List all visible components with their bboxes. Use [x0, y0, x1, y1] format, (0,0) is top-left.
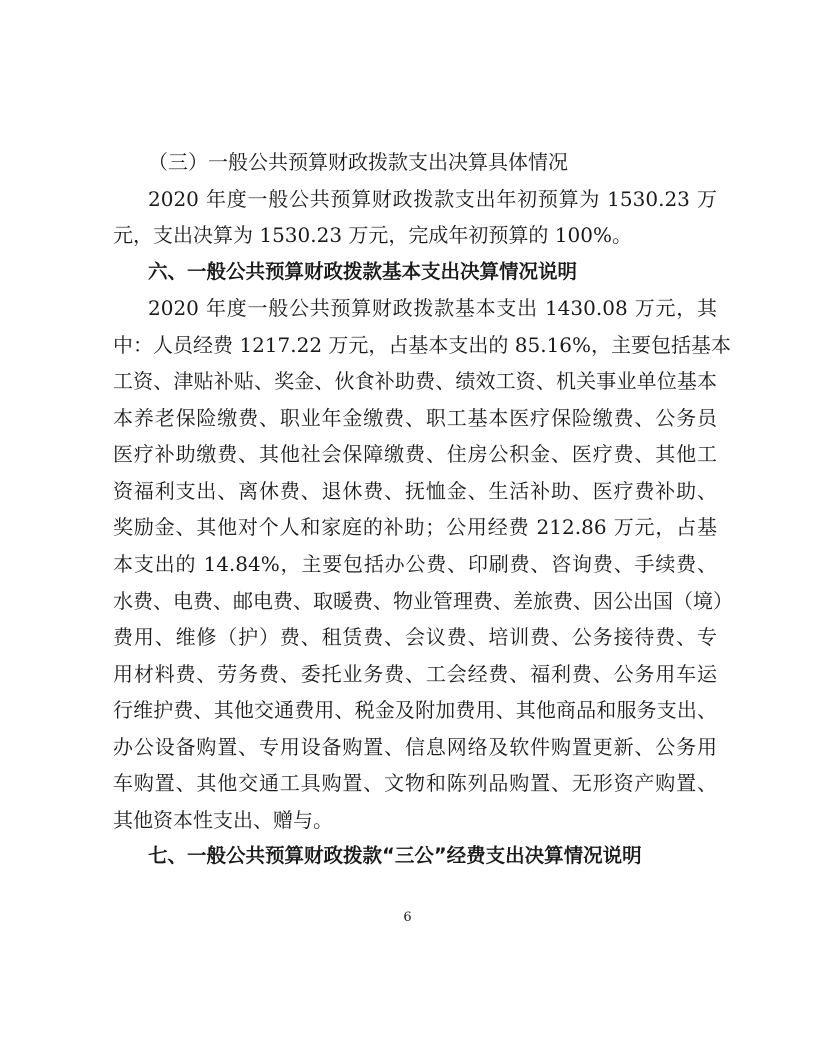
- paragraph-line: 行维护费、其他交通费用、税金及附加费用、其他商品和服务支出、: [113, 698, 717, 723]
- paragraph-line: 本养老保险缴费、职业年金缴费、职工基本医疗保险缴费、公务员: [113, 405, 717, 430]
- paragraph-line: 其他资本性支出、赠与。: [113, 807, 333, 832]
- paragraph-line: 水费、电费、邮电费、取暖费、物业管理费、差旅费、因公出国（境）: [113, 588, 733, 613]
- paragraph-line: 工资、津贴补贴、奖金、伙食补助费、绩效工资、机关事业单位基本: [113, 369, 717, 394]
- paragraph-line: 费用、维修（护）费、租赁费、会议费、培训费、公务接待费、专: [113, 625, 717, 650]
- paragraph-line: 2020 年度一般公共预算财政拨款基本支出 1430.08 万元，其: [148, 296, 717, 321]
- paragraph-line: 2020 年度一般公共预算财政拨款支出年初预算为 1530.23 万: [148, 186, 717, 211]
- paragraph-line: 本支出的 14.84%，主要包括办公费、印刷费、咨询费、手续费、: [113, 552, 717, 577]
- document-body: [113, 144, 733, 875]
- page-number: 6: [403, 910, 412, 925]
- subsection-title-3: （三）一般公共预算财政拨款支出决算具体情况: [148, 150, 568, 174]
- paragraph-line: 中：人员经费 1217.22 万元，占基本支出的 85.16%，主要包括基本: [113, 332, 732, 357]
- section-heading-6: 六、一般公共预算财政拨款基本支出决算情况说明: [148, 259, 578, 283]
- paragraph-line: 用材料费、劳务费、委托业务费、工会经费、福利费、公务用车运: [113, 661, 717, 686]
- paragraph-line: 资福利支出、离休费、退休费、抚恤金、生活补助、医疗费补助、: [113, 478, 717, 503]
- paragraph-line: 医疗补助缴费、其他社会保障缴费、住房公积金、医疗费、其他工: [113, 442, 717, 467]
- paragraph-line: 车购置、其他交通工具购置、文物和陈列品购置、无形资产购置、: [113, 771, 717, 796]
- paragraph-line: 办公设备购置、专用设备购置、信息网络及软件购置更新、公务用: [113, 734, 717, 759]
- paragraph-line: 元，支出决算为 1530.23 万元，完成年初预算的 100%。: [113, 223, 632, 248]
- section-heading-7: 七、一般公共预算财政拨款“三公”经费支出决算情况说明: [148, 844, 642, 868]
- paragraph-line: 奖励金、其他对个人和家庭的补助；公用经费 212.86 万元，占基: [113, 515, 717, 540]
